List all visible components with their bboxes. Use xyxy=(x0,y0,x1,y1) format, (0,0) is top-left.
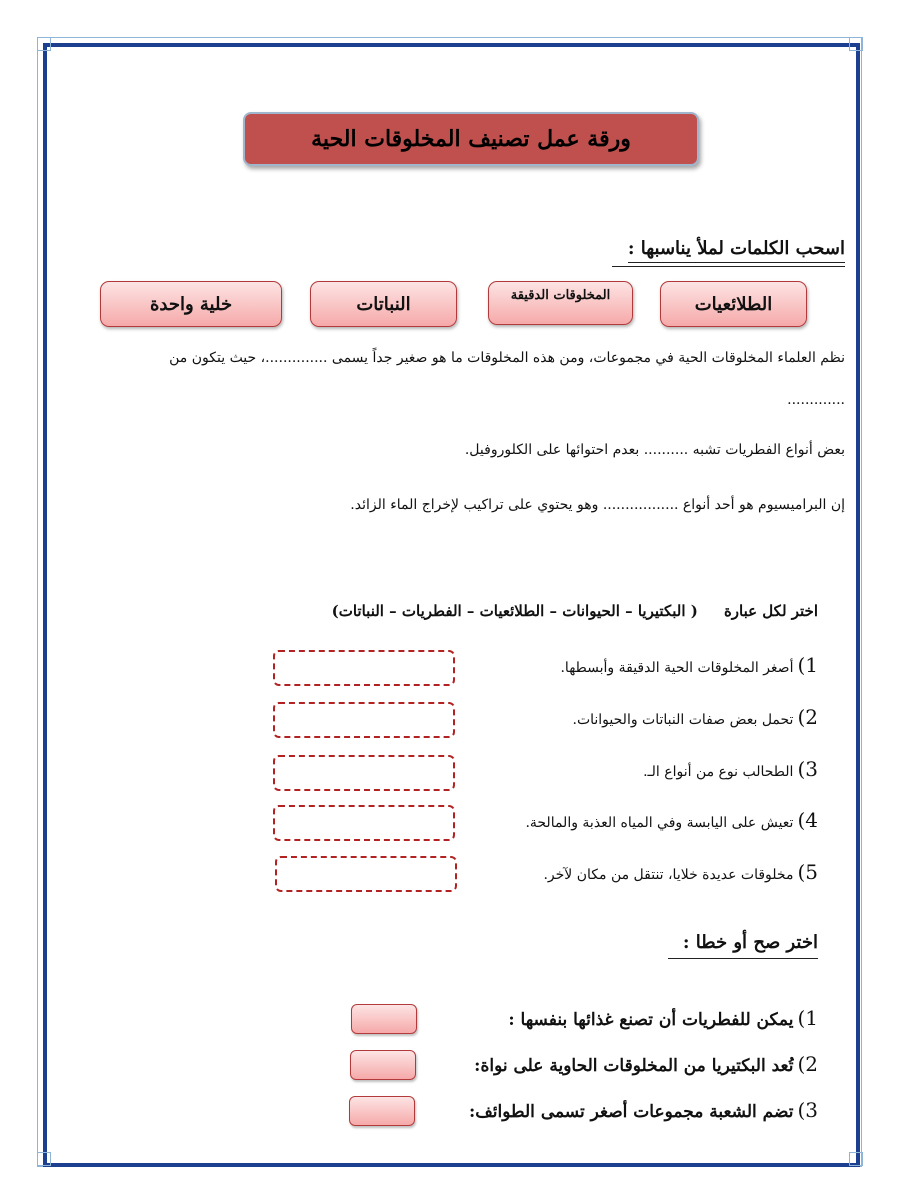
section3-heading-underline xyxy=(668,958,818,959)
worksheet-title: ورقة عمل تصنيف المخلوقات الحية xyxy=(243,112,699,166)
tf-answer-box-3[interactable] xyxy=(349,1096,415,1126)
word-card-protists[interactable]: الطلائعيات xyxy=(660,281,807,327)
tf-answer-box-1[interactable] xyxy=(351,1004,417,1034)
sentence-2: بعض أنواع الفطريات تشبه .......... بعدم احتوائها على الكلوروفيل. xyxy=(464,442,845,458)
corner-ornament xyxy=(37,37,51,51)
section3-heading: اختر صح أو خطا : xyxy=(682,932,818,953)
match-item-5: 5)مخلوقات عديدة خلايا، تنتقل من مكان لآخر. xyxy=(543,860,818,884)
match-item-1: 1)أصغر المخلوقات الحية الدقيقة وأبسطها. xyxy=(560,653,818,677)
tf-item-2: 2)تُعد البكتيريا من المخلوقات الحاوية على نواة: xyxy=(474,1052,818,1076)
answer-box-1[interactable] xyxy=(273,650,455,686)
corner-ornament xyxy=(849,37,863,51)
sentence-1: نظم العلماء المخلوقات الحية في مجموعات، ومن هذه المخلوقات ما هو صغير جداً يسمى ..............، حيث يتكون من xyxy=(169,350,845,366)
answer-box-5[interactable] xyxy=(275,856,457,892)
section1-heading-underline xyxy=(612,266,845,267)
match-item-2: 2)تحمل بعض صفات النباتات والحيوانات. xyxy=(572,705,818,729)
sentence-1-continued: ............. xyxy=(787,392,845,408)
sentence-3: إن البراميسيوم هو أحد أنواع ................. وهو يحتوي على تراكيب لإخراج الماء الزائد. xyxy=(350,497,845,513)
match-item-3: 3)الطحالب نوع من أنواع الـ. xyxy=(643,757,818,781)
answer-box-3[interactable] xyxy=(273,755,455,791)
word-card-single-cell[interactable]: خلية واحدة xyxy=(100,281,282,327)
section1-heading: اسحب الكلمات لملأ يناسبها : xyxy=(628,238,845,259)
tf-answer-box-2[interactable] xyxy=(350,1050,416,1080)
word-card-microorganisms[interactable]: المخلوقات الدقيقة xyxy=(488,281,633,325)
section2-options: ( البكتيريا – الحيوانات – الطلائعيات – الفطريات – النباتات) xyxy=(331,602,698,620)
answer-box-2[interactable] xyxy=(273,702,455,738)
corner-ornament xyxy=(849,1152,863,1166)
section2-heading: اختر لكل عبارة ( البكتيريا – الحيوانات – الطلائعيات – الفطريات – النباتات) xyxy=(331,602,818,620)
match-item-4: 4)تعيش على اليابسة وفي المياه العذبة والمالحة. xyxy=(525,808,818,832)
answer-box-4[interactable] xyxy=(273,805,455,841)
corner-ornament xyxy=(37,1152,51,1166)
tf-item-3: 3)تضم الشعبة مجموعات أصغر تسمى الطوائف: xyxy=(468,1098,818,1122)
tf-item-1: 1)يمكن للفطريات أن تصنع غذائها بنفسها : xyxy=(508,1006,818,1030)
word-card-plants[interactable]: النباتات xyxy=(310,281,457,327)
